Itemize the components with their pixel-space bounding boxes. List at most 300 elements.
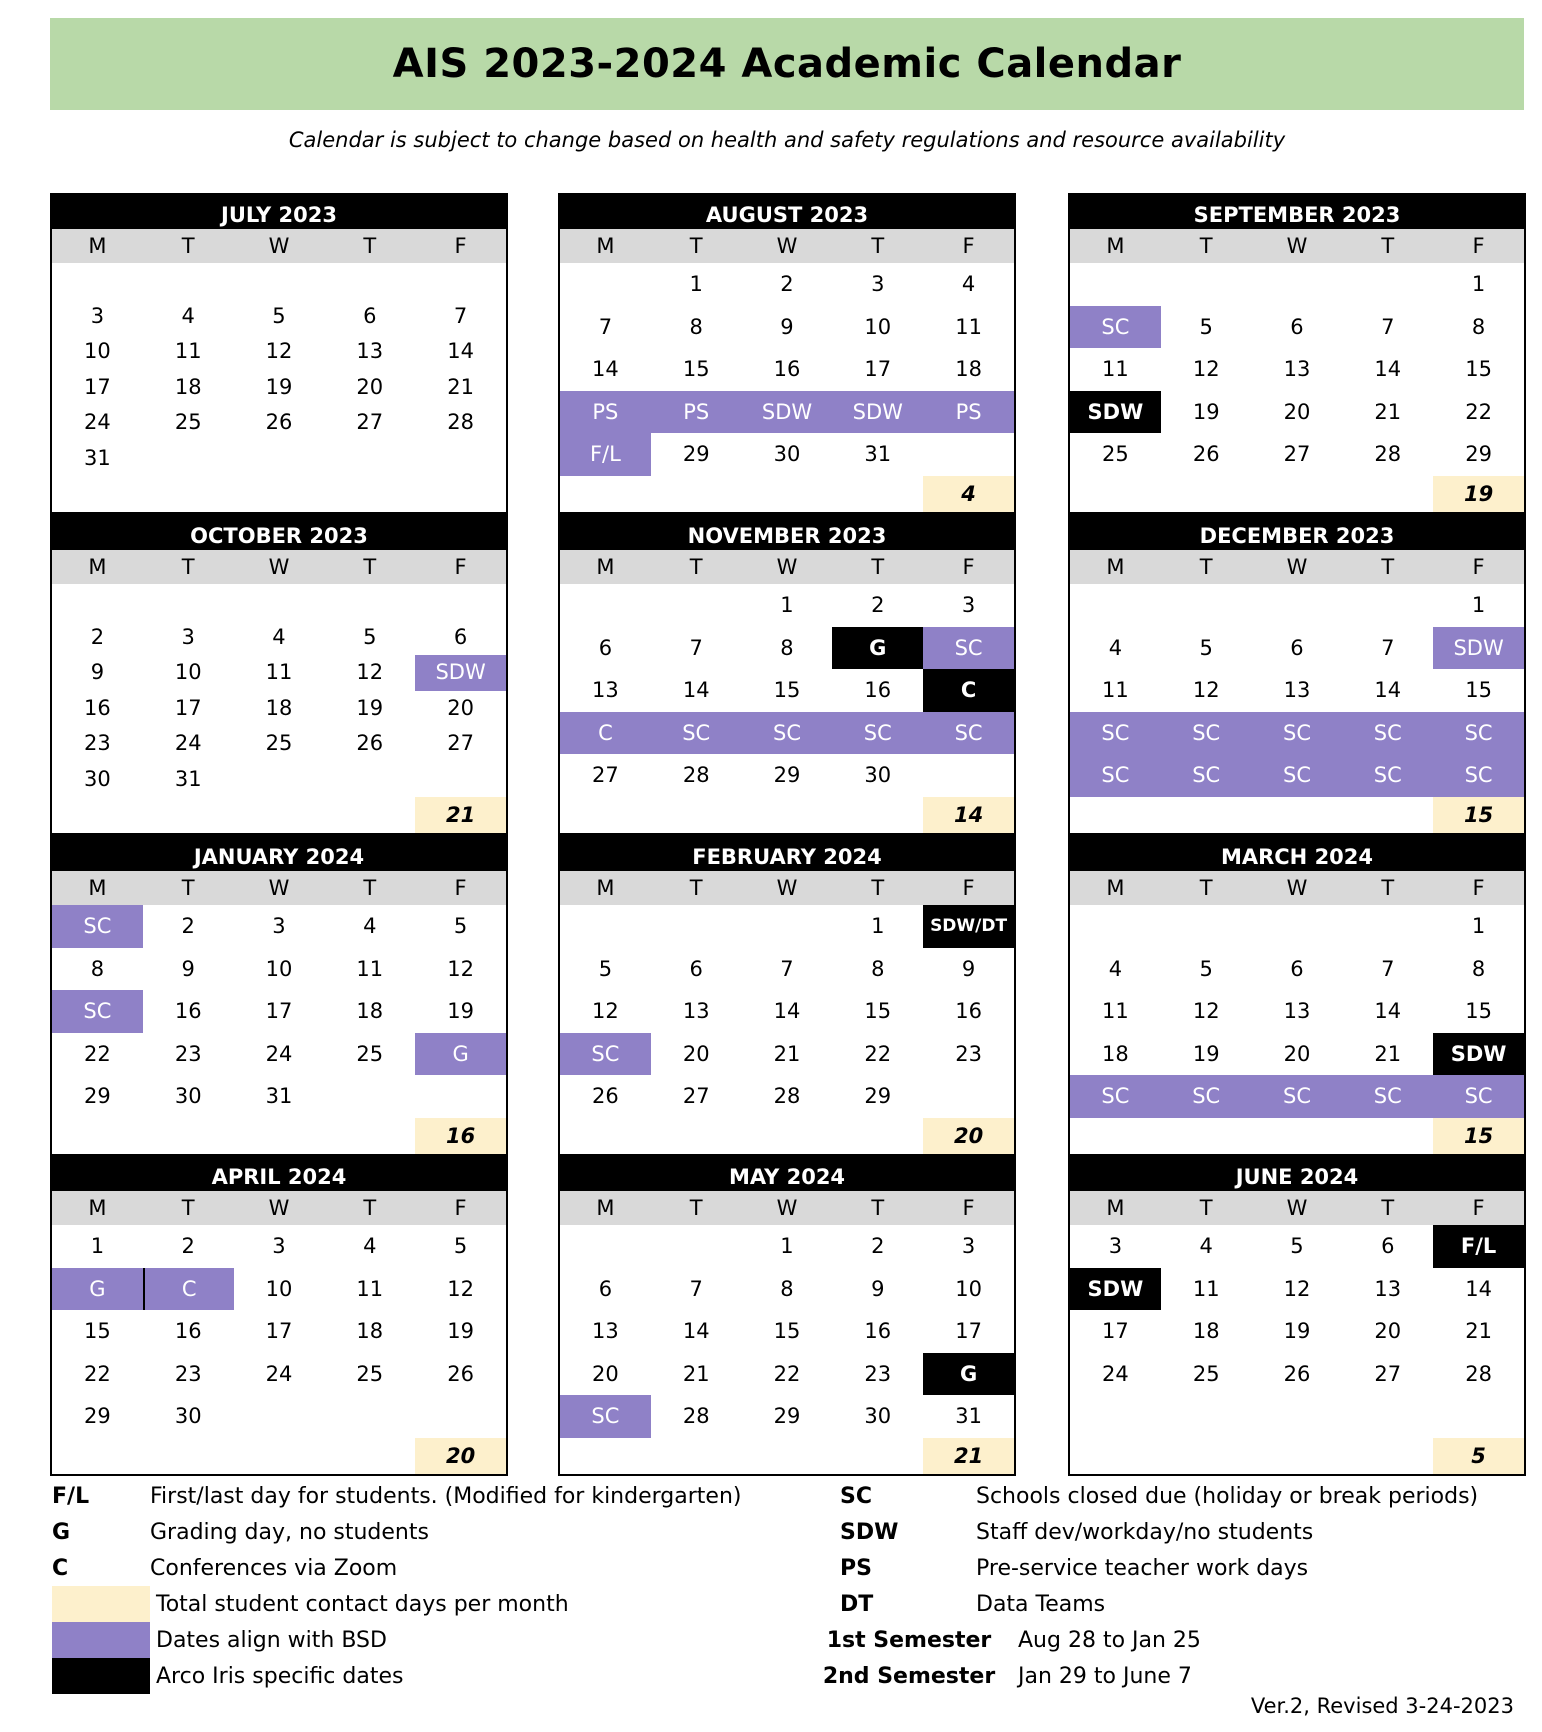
day-cell: 7 <box>453 303 468 328</box>
empty-cell <box>1070 1118 1161 1154</box>
week-row <box>52 1075 506 1118</box>
empty-cell <box>832 1438 923 1474</box>
day-cell <box>1342 1395 1433 1438</box>
day-cell: SC <box>1252 754 1343 797</box>
semester-row <box>800 1622 1520 1658</box>
day-cell: 14 <box>1374 678 1402 703</box>
weekday-label: W <box>776 1196 798 1220</box>
day-cell: 3 <box>272 1234 286 1258</box>
week-row <box>1070 1225 1524 1268</box>
week-row <box>1070 1075 1524 1118</box>
day-cell: 26 <box>447 1361 474 1386</box>
day-cell: 11 <box>174 339 202 363</box>
day-cell: 25 <box>1192 1361 1220 1386</box>
day-cell: 20 <box>1283 1041 1311 1066</box>
weekday-header <box>560 1191 1014 1225</box>
month-block <box>558 1155 1016 1476</box>
day-cell <box>560 263 651 306</box>
empty-cell <box>832 1118 923 1154</box>
semester-label: 1st Semester <box>826 1627 992 1653</box>
day-cell: 29 <box>864 1084 892 1109</box>
week-row <box>52 1033 506 1076</box>
day-cell: SDW <box>415 655 506 691</box>
week-row <box>52 334 506 370</box>
day-cell: 5 <box>363 624 377 649</box>
weekday-label: M <box>88 1196 107 1220</box>
week-row <box>560 627 1014 670</box>
day-cell: 1 <box>1471 272 1486 296</box>
day-cell: 15 <box>682 357 710 382</box>
day-cell: 27 <box>1374 1361 1402 1386</box>
day-cell: 12 <box>447 956 474 981</box>
day-cell: SC <box>742 712 833 755</box>
day-cell: SC <box>1070 754 1161 797</box>
week-row <box>560 1033 1014 1076</box>
empty-cell <box>324 1118 415 1154</box>
empty-cell <box>52 1118 143 1154</box>
day-cell: 6 <box>1290 635 1304 660</box>
day-cell: 31 <box>84 445 111 470</box>
day-cell <box>560 584 651 627</box>
day-cell: 13 <box>356 339 384 363</box>
total-row <box>560 1118 1014 1154</box>
day-cell: 4 <box>272 624 286 649</box>
day-cell: 21 <box>447 374 474 399</box>
week-row <box>52 726 506 762</box>
day-cell: 8 <box>871 956 885 981</box>
month-title: SEPTEMBER 2023 <box>1070 193 1524 229</box>
day-cell: SC <box>1161 754 1252 797</box>
day-cell: 12 <box>447 1276 474 1301</box>
week-row <box>52 1268 506 1311</box>
day-cell: SDW <box>1070 391 1161 434</box>
day-cell: 14 <box>682 678 710 703</box>
day-cell: 3 <box>961 593 976 617</box>
weekday-label: T <box>1199 555 1213 579</box>
empty-cell <box>1252 1118 1343 1154</box>
day-cell: 28 <box>1374 442 1402 467</box>
week-row <box>560 391 1014 434</box>
day-cell: SC <box>1342 754 1433 797</box>
week-row <box>52 620 506 656</box>
day-cell: 4 <box>1108 956 1123 981</box>
day-cell: 25 <box>1102 442 1129 467</box>
legend-item <box>800 1550 1520 1586</box>
empty-cell <box>324 476 415 512</box>
weekday-label: F <box>1472 1196 1485 1220</box>
legend-item <box>52 1658 752 1694</box>
day-cell: 5 <box>272 303 286 328</box>
day-cell: 10 <box>265 1276 293 1301</box>
month-block <box>558 835 1016 1156</box>
week-row <box>560 1353 1014 1396</box>
month-title: OCTOBER 2023 <box>52 514 506 550</box>
day-cell: 5 <box>453 1234 468 1258</box>
day-cell: 6 <box>1290 314 1304 339</box>
day-cell: 12 <box>265 339 293 363</box>
legend-item <box>52 1586 752 1622</box>
day-cell <box>1161 1395 1252 1438</box>
day-cell <box>415 263 506 299</box>
week-row <box>52 948 506 991</box>
day-cell: 5 <box>1199 956 1213 981</box>
empty-cell <box>560 476 651 512</box>
day-cell: F/L <box>560 433 651 476</box>
day-cell: 19 <box>447 1319 474 1344</box>
day-cell: 1 <box>780 1234 794 1258</box>
day-cell: 13 <box>592 678 619 703</box>
weekday-label: M <box>1106 555 1125 579</box>
weekday-label: W <box>1286 555 1308 579</box>
week-row <box>560 1395 1014 1438</box>
day-cell: SDW <box>1433 627 1524 670</box>
empty-cell <box>651 797 742 833</box>
total-row <box>52 1438 506 1474</box>
day-cell: 21 <box>773 1041 801 1066</box>
week-row <box>52 762 506 798</box>
day-cell: 7 <box>689 1276 703 1301</box>
day-cell: 26 <box>1192 442 1220 467</box>
day-cell: 2 <box>181 1234 195 1258</box>
bsd-swatch <box>52 1622 150 1658</box>
weekday-label: T <box>363 234 377 258</box>
day-cell: SC <box>1342 1075 1433 1118</box>
day-cell: 11 <box>1102 678 1129 703</box>
week-row <box>1070 1310 1524 1353</box>
day-cell: 18 <box>174 374 202 399</box>
day-cell: 29 <box>1465 442 1492 467</box>
empty-cell <box>143 1118 234 1154</box>
week-row <box>52 441 506 477</box>
day-cell <box>1342 905 1433 948</box>
weekday-label: T <box>1381 555 1395 579</box>
week-row <box>1070 1033 1524 1076</box>
day-cell: 5 <box>1290 1234 1304 1258</box>
day-cell: 11 <box>955 314 982 339</box>
day-cell: 23 <box>174 1361 202 1386</box>
weekday-label: W <box>268 876 290 900</box>
empty-cell <box>832 476 923 512</box>
legend-code: F/L <box>52 1483 90 1509</box>
weekday-label: F <box>962 1196 975 1220</box>
day-cell: 19 <box>447 999 474 1024</box>
day-cell: 3 <box>871 272 885 296</box>
weekday-header <box>52 550 506 584</box>
weekday-label: T <box>181 234 195 258</box>
legend-desc: Conferences via Zoom <box>150 1555 398 1581</box>
week-row <box>52 370 506 406</box>
day-cell: 19 <box>1192 1041 1220 1066</box>
weekday-label: W <box>268 555 290 579</box>
day-cell: 7 <box>598 314 613 339</box>
day-cell <box>234 584 325 620</box>
day-cell: 9 <box>90 660 105 684</box>
weekday-label: F <box>454 234 467 258</box>
day-cell: 22 <box>84 1361 111 1386</box>
day-cell <box>234 441 325 477</box>
weekday-label: M <box>88 234 107 258</box>
day-cell: PS <box>560 391 651 434</box>
weekday-label: W <box>776 555 798 579</box>
week-row <box>52 1310 506 1353</box>
day-cell: 7 <box>780 956 794 981</box>
day-cell <box>415 1075 506 1118</box>
day-cell: 10 <box>174 660 202 684</box>
day-cell: SC <box>832 712 923 755</box>
day-cell: SDW <box>1433 1033 1524 1076</box>
day-cell: 6 <box>689 956 703 981</box>
weekday-header <box>52 1191 506 1225</box>
week-row <box>1070 990 1524 1033</box>
day-cell: 30 <box>864 1404 892 1429</box>
day-cell: 7 <box>1381 314 1395 339</box>
weekday-label: F <box>1472 555 1485 579</box>
week-row <box>560 306 1014 349</box>
legend-item <box>800 1586 1520 1622</box>
day-cell: 28 <box>682 1404 710 1429</box>
day-cell: 30 <box>773 442 801 467</box>
day-cell: 18 <box>955 357 982 382</box>
day-cell: 16 <box>955 999 982 1024</box>
weekday-label: M <box>1106 876 1125 900</box>
weekday-label: T <box>181 876 195 900</box>
weekday-label: W <box>268 234 290 258</box>
day-cell: 20 <box>592 1361 619 1386</box>
day-cell: 14 <box>1465 1276 1492 1301</box>
weekday-label: T <box>1199 876 1213 900</box>
day-cell: 12 <box>1192 999 1220 1024</box>
empty-cell <box>651 476 742 512</box>
week-row <box>560 754 1014 797</box>
week-row <box>52 1225 506 1268</box>
week-row <box>1070 391 1524 434</box>
day-cell: 12 <box>1192 357 1220 382</box>
day-cell: 28 <box>773 1084 801 1109</box>
day-cell: 24 <box>84 410 111 434</box>
empty-cell <box>1252 476 1343 512</box>
day-cell: 1 <box>1471 593 1486 617</box>
day-cell: 17 <box>864 357 892 382</box>
day-cell: 3 <box>1108 1234 1123 1258</box>
day-cell: 15 <box>773 678 801 703</box>
day-cell: 6 <box>363 303 377 328</box>
empty-cell <box>234 476 325 512</box>
day-cell: 2 <box>780 272 794 296</box>
day-cell: PS <box>651 391 742 434</box>
weekday-label: W <box>776 876 798 900</box>
day-cell: 21 <box>1374 399 1402 424</box>
day-cell <box>324 584 415 620</box>
day-cell: 1 <box>780 593 794 617</box>
month-title: FEBRUARY 2024 <box>560 835 1014 871</box>
legend-code: DT <box>840 1591 874 1617</box>
day-cell: 20 <box>447 695 474 720</box>
empty-cell <box>651 1438 742 1474</box>
empty-cell <box>1161 1438 1252 1474</box>
day-cell: 16 <box>773 357 801 382</box>
day-cell: 8 <box>780 635 794 660</box>
day-cell <box>324 1395 415 1438</box>
day-cell: PS <box>923 391 1014 434</box>
day-cell: 6 <box>1290 956 1304 981</box>
day-cell: 2 <box>871 1234 885 1258</box>
week-row <box>52 1395 506 1438</box>
day-cell: 4 <box>363 1234 377 1258</box>
day-cell: 2 <box>90 624 105 649</box>
total-row <box>560 1438 1014 1474</box>
total-row <box>1070 476 1524 512</box>
weekday-label: W <box>776 234 798 258</box>
legend-item <box>800 1514 1520 1550</box>
day-cell <box>1252 905 1343 948</box>
week-row <box>560 669 1014 712</box>
day-cell: 15 <box>84 1319 111 1344</box>
legend-item <box>52 1478 752 1514</box>
weekday-label: T <box>181 555 195 579</box>
contact-days-total: 20 <box>415 1438 506 1474</box>
week-row <box>560 1310 1014 1353</box>
day-cell: SC <box>923 712 1014 755</box>
day-cell <box>1070 1395 1161 1438</box>
month-title: APRIL 2024 <box>52 1155 506 1191</box>
day-cell: SC <box>52 990 143 1033</box>
empty-cell <box>52 1438 143 1474</box>
weekday-label: T <box>871 555 885 579</box>
empty-cell <box>1070 797 1161 833</box>
legend-desc: Total student contact days per month <box>156 1591 569 1617</box>
day-cell <box>234 263 325 299</box>
day-cell: 30 <box>84 766 111 791</box>
day-cell <box>1070 584 1161 627</box>
day-cell: 15 <box>773 1319 801 1344</box>
day-cell: 9 <box>871 1276 885 1301</box>
day-cell: 7 <box>689 635 703 660</box>
empty-cell <box>143 476 234 512</box>
week-row <box>1070 263 1524 306</box>
month-block <box>50 514 508 835</box>
day-cell: 29 <box>682 442 710 467</box>
week-row <box>52 905 506 948</box>
day-cell: 8 <box>689 314 703 339</box>
weekday-header <box>1070 229 1524 263</box>
day-cell: 18 <box>1192 1319 1220 1344</box>
day-cell <box>923 754 1014 797</box>
day-cell: 11 <box>1102 999 1129 1024</box>
day-cell: 1 <box>689 272 703 296</box>
day-cell: 28 <box>682 763 710 788</box>
empty-cell <box>1342 797 1433 833</box>
day-cell <box>143 584 234 620</box>
day-cell <box>560 905 651 948</box>
day-cell: 1 <box>871 914 885 938</box>
day-cell: 27 <box>356 410 384 434</box>
weekday-label: F <box>1472 234 1485 258</box>
day-cell <box>1252 263 1343 306</box>
empty-cell <box>560 797 651 833</box>
day-cell: 14 <box>773 999 801 1024</box>
month-title: JUNE 2024 <box>1070 1155 1524 1191</box>
day-cell: 30 <box>864 763 892 788</box>
day-cell: 6 <box>1381 1234 1395 1258</box>
day-cell: 17 <box>84 374 111 399</box>
day-cell: 27 <box>1283 442 1311 467</box>
day-cell: 7 <box>1381 956 1395 981</box>
month-block <box>558 193 1016 514</box>
day-cell: 12 <box>1192 678 1220 703</box>
day-cell: 13 <box>1374 1276 1402 1301</box>
month-title: DECEMBER 2023 <box>1070 514 1524 550</box>
day-cell: 2 <box>871 593 885 617</box>
month-block <box>50 1155 508 1476</box>
day-cell: 12 <box>1283 1276 1311 1301</box>
weekday-label: F <box>454 876 467 900</box>
legend-code: C <box>52 1555 69 1581</box>
day-cell: 1 <box>90 1234 105 1258</box>
day-cell: 24 <box>265 1041 293 1066</box>
weekday-header <box>52 871 506 905</box>
day-cell: SC <box>1161 1075 1252 1118</box>
day-cell: SC <box>1433 1075 1524 1118</box>
page-title: AIS 2023-2024 Academic Calendar <box>392 41 1182 87</box>
day-cell: 22 <box>1465 399 1492 424</box>
weekday-label: F <box>1472 876 1485 900</box>
day-cell <box>1161 905 1252 948</box>
day-cell <box>415 1395 506 1438</box>
day-cell: 6 <box>598 635 613 660</box>
day-cell <box>651 1225 742 1268</box>
weekday-label: T <box>1381 876 1395 900</box>
day-cell: 29 <box>84 1084 111 1109</box>
contact-days-total: 15 <box>1433 797 1524 833</box>
day-cell: SC <box>1252 1075 1343 1118</box>
weekday-label: F <box>454 555 467 579</box>
day-cell: 23 <box>955 1041 982 1066</box>
day-cell: 19 <box>265 374 293 399</box>
legend-desc: Pre-service teacher work days <box>976 1555 1309 1581</box>
day-cell: 15 <box>1465 357 1492 382</box>
day-cell: 26 <box>356 731 384 755</box>
weekday-label: T <box>1199 1196 1213 1220</box>
day-cell: 4 <box>181 303 195 328</box>
contact-days-total: 19 <box>1433 476 1524 512</box>
day-cell: 17 <box>955 1319 982 1344</box>
week-row <box>52 584 506 620</box>
empty-cell <box>560 1118 651 1154</box>
legend-item <box>52 1550 752 1586</box>
day-cell <box>143 263 234 299</box>
weekday-label: F <box>962 234 975 258</box>
day-cell: 31 <box>955 1404 982 1429</box>
day-cell: 29 <box>773 763 801 788</box>
legend-code: SDW <box>840 1519 899 1545</box>
day-cell: 25 <box>356 1041 384 1066</box>
arco-iris-swatch <box>52 1658 150 1694</box>
day-cell: G <box>923 1353 1014 1396</box>
day-cell: 6 <box>453 624 468 649</box>
day-cell: 23 <box>84 731 111 755</box>
day-cell: 5 <box>1199 314 1213 339</box>
empty-cell <box>1252 797 1343 833</box>
day-cell: 31 <box>265 1084 293 1109</box>
day-cell: 13 <box>1283 678 1311 703</box>
day-cell: 10 <box>84 339 111 363</box>
empty-cell <box>1252 1438 1343 1474</box>
day-cell: 25 <box>356 1361 384 1386</box>
week-row <box>52 655 506 691</box>
semester-row <box>800 1658 1520 1694</box>
empty-cell <box>742 797 833 833</box>
day-cell: 18 <box>356 999 384 1024</box>
